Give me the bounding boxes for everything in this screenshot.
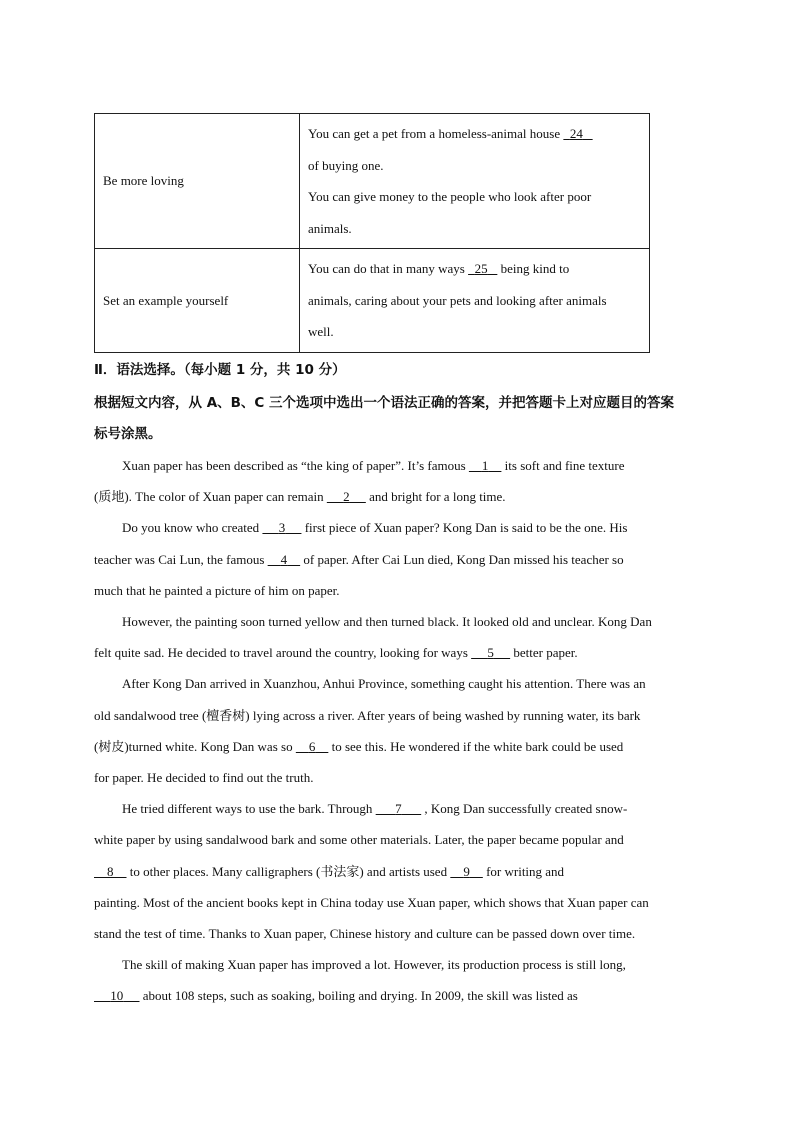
row-line: animals, caring about your pets and looking after animals [308,292,607,308]
answer-blank-9[interactable]: 9 [463,863,470,879]
answer-blank-8[interactable]: 8 [107,863,114,879]
section-title: Ⅱ．语法选择。（每小题 1 分，共 10 分） [94,362,346,378]
passage-line: After Kong Dan arrived in Xuanzhou, Anhui Province, something caught his attention. There was an [122,676,646,692]
answer-blank-10[interactable]: 10 [110,988,124,1004]
row-content [300,249,650,353]
answer-blank-3[interactable]: 3 [278,520,286,536]
answer-blank-7[interactable]: 7 [395,801,402,817]
reading-passage [94,450,696,1012]
passage-line: painting. Most of the ancient books kept in China today use Xuan paper, which shows that Xuan paper can [94,894,649,910]
row-content [300,114,650,249]
answer-blank-24[interactable]: 24 [569,126,583,141]
section-instructions: 根据短文内容，从 A、B、C 三个选项中选出一个语法正确的答案，并把答题卡上对应题目的答案 标号涂黑。 [94,395,675,442]
passage-line: 8 to other places. Many calligraphers (书法家) and artists used 9 for writing and [94,856,696,887]
passage-line: Do you know who created 3 first piece of Xuan paper? Kong Dan is said to be the one. His [94,512,696,543]
answer-blank-25[interactable]: 25 [474,261,488,277]
passage-line: felt quite sad. He decided to travel around the country, looking for ways 5 better paper. [94,637,696,668]
row-label: Set an example yourself [95,249,300,353]
row-line: You can get a pet from a homeless-animal house 24 [308,118,643,150]
answer-blank-4[interactable]: 4 [280,551,288,567]
passage-line: Xuan paper has been described as “the king of paper”. It’s famous 1 its soft and fine texture [94,450,696,481]
passage-line: for paper. He decided to find out the truth. [94,770,314,786]
answer-blank-5[interactable]: 5 [487,645,494,661]
row-line: You can do that in many ways 25 being kind to [308,253,643,285]
passage-line: He tried different ways to use the bark. Through 7 , Kong Dan successfully created snow- [94,793,696,824]
answer-blank-2[interactable]: 2 [343,489,350,505]
row-line: You can give money to the people who look after poor [308,189,592,204]
answer-blank-1[interactable]: 1 [481,458,489,473]
passage-line: much that he painted a picture of him on paper. [94,582,340,598]
row-line: animals. [308,220,352,236]
row-line: well. [308,324,334,340]
passage-line: 10 about 108 steps, such as soaking, boiling and drying. In 2009, the skill was listed as [94,980,696,1011]
passage-line: The skill of making Xuan paper has improved a lot. However, its production process is still long, [122,957,626,973]
passage-line: old sandalwood tree (檀香树) lying across a river. After years of being washed by running water, its bark [94,707,641,723]
row-line: of buying one. [308,157,384,173]
table-row [95,114,650,249]
passage-line: white paper by using sandalwood bark and some other materials. Later, the paper became popular and [94,832,624,848]
passage-line: teacher was Cai Lun, the famous 4 of paper. After Cai Lun died, Kong Dan missed his teacher so [94,544,696,575]
row-label: Be more loving [95,114,300,249]
passage-line: (质地). The color of Xuan paper can remain 2 and bright for a long time. [94,481,696,512]
answer-blank-6[interactable]: 6 [308,738,316,754]
passage-line: (树皮)turned white. Kong Dan was so 6 to see this. He wondered if the white bark could be used [94,731,696,762]
passage-line: stand the test of time. Thanks to Xuan paper, Chinese history and culture can be passed down over time. [94,926,636,942]
advice-table [94,113,650,353]
table-row [95,249,650,353]
passage-line: However, the painting soon turned yellow and then turned black. It looked old and unclear. Kong Dan [122,614,652,630]
